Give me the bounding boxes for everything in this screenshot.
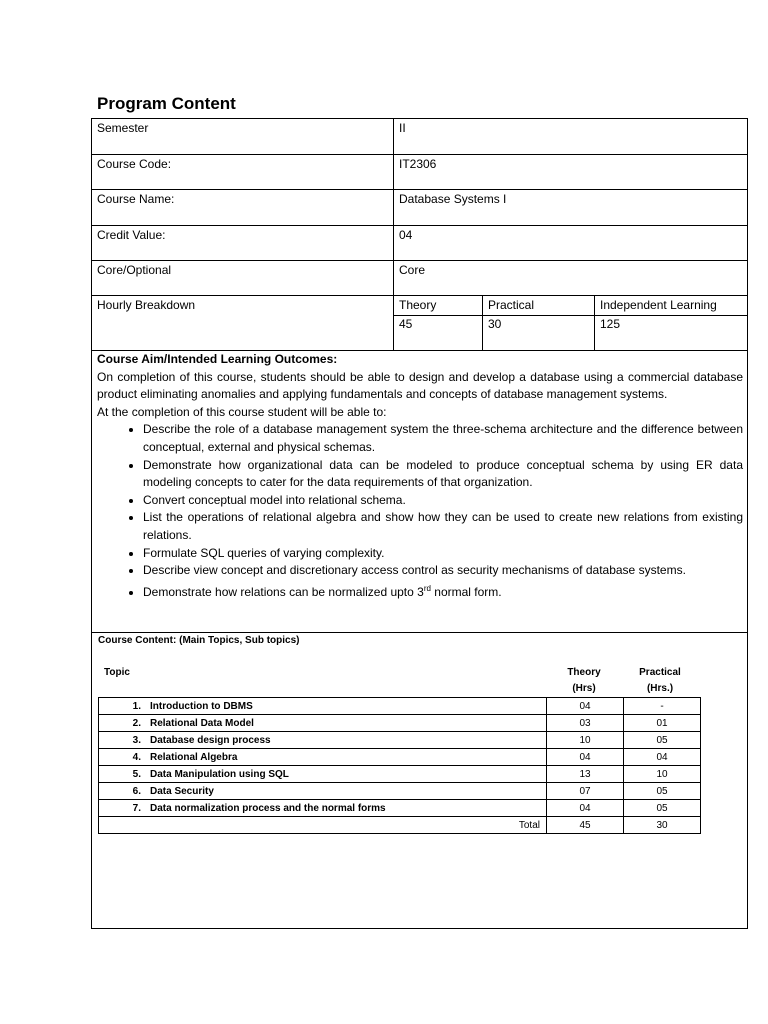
course-aim-intro: On completion of this course, students should be able to design and develop a database using a commercial database product eliminating anomalies and applying fundamentals and concepts of database management systems. (97, 369, 743, 402)
hourly-breakdown-label: Hourly Breakdown (97, 298, 196, 312)
core-optional-label: Core/Optional (97, 263, 172, 277)
topic-number: 6. (132, 785, 141, 797)
theory-cell: 10 (547, 732, 624, 749)
list-item: • Describe view concept and discretionary access control as security mechanisms of database systems. (143, 562, 743, 580)
list-item: • Demonstrate how organizational data can be modeled to produce conceptual schema by using ER data modeling concepts to cater for the data requirements of that organization. (143, 457, 743, 492)
theory-cell: 03 (547, 715, 624, 732)
page-title: Program Content (97, 94, 236, 113)
table-row (99, 732, 701, 749)
theory-cell: 04 (547, 698, 624, 715)
hourly-divider-1 (482, 296, 483, 350)
total-row (99, 817, 701, 834)
theory-hrs-header-line1: Theory (567, 667, 601, 678)
topic-name: Data Manipulation using SQL (150, 768, 289, 780)
hourly-divider-2 (594, 296, 595, 350)
total-label: Total (99, 817, 547, 834)
course-code-value: IT2306 (399, 157, 437, 171)
table-row (99, 715, 701, 732)
program-content-table (91, 118, 748, 929)
list-item: • Describe the role of a database management system the three-schema architecture and the difference between conceptual, external and physical schemas. (143, 421, 743, 456)
independent-learning-hours: 125 (600, 317, 621, 331)
practical-cell: 01 (624, 715, 701, 732)
theory-hrs-header-line2: (Hrs) (572, 683, 596, 694)
credit-value-label: Credit Value: (97, 228, 166, 242)
semester-label: Semester (97, 121, 149, 135)
theory-cell: 07 (547, 783, 624, 800)
topic-number: 5. (132, 768, 141, 780)
course-name-value: Database Systems I (399, 192, 507, 206)
topic-number: 7. (132, 802, 141, 814)
practical-header: Practical (488, 298, 535, 312)
practical-cell: 05 (624, 783, 701, 800)
practical-cell: 04 (624, 749, 701, 766)
topic-name: Relational Data Model (150, 717, 254, 729)
learning-outcomes-list (97, 421, 743, 601)
topic-name: Data Security (150, 785, 214, 797)
theory-header: Theory (399, 298, 437, 312)
theory-hours: 45 (399, 317, 413, 331)
theory-cell: 04 (547, 749, 624, 766)
practical-cell: - (624, 698, 701, 715)
topic-name: Relational Algebra (150, 751, 238, 763)
theory-hrs-header (554, 665, 614, 697)
row-course-name (92, 190, 747, 226)
course-aim-section (97, 351, 743, 601)
independent-learning-header: Independent Learning (600, 298, 717, 312)
topic-column-header: Topic (104, 667, 130, 678)
list-item: • Formulate SQL queries of varying complexity. (143, 545, 743, 563)
course-content-heading: Course Content: (Main Topics, Sub topics) (98, 635, 300, 646)
table-row (99, 766, 701, 783)
course-name-label: Course Name: (97, 192, 175, 206)
course-code-label: Course Code: (97, 157, 172, 171)
practical-cell: 05 (624, 732, 701, 749)
topic-name: Data normalization process and the normal forms (150, 802, 386, 814)
practical-cell: 05 (624, 800, 701, 817)
row-semester (92, 119, 747, 155)
row-core-optional (92, 261, 747, 296)
topic-name: Database design process (150, 734, 271, 746)
topic-name: Introduction to DBMS (150, 700, 253, 712)
topic-number: 4. (132, 751, 141, 763)
row-credit-value (92, 226, 747, 261)
list-item: • Convert conceptual model into relational schema. (143, 492, 743, 510)
list-item-text-end: normal form. (430, 584, 502, 599)
section-divider (92, 632, 747, 633)
credit-value-value: 04 (399, 228, 413, 242)
theory-cell: 04 (547, 800, 624, 817)
practical-hrs-header-line1: Practical (639, 667, 681, 678)
topic-number: 2. (132, 717, 141, 729)
theory-cell: 13 (547, 766, 624, 783)
topic-number: 3. (132, 734, 141, 746)
topics-table (98, 697, 701, 834)
table-row (99, 800, 701, 817)
table-row (99, 749, 701, 766)
topic-number: 1. (132, 700, 141, 712)
ordinal-suffix: rd (423, 583, 431, 593)
list-item (143, 580, 743, 602)
core-optional-value: Core (399, 263, 426, 277)
hourly-subgrid-line (393, 315, 747, 316)
course-aim-lead: At the completion of this course student will be able to: (97, 404, 387, 419)
total-theory: 45 (547, 817, 624, 834)
semester-value: II (399, 121, 406, 135)
course-aim-heading: Course Aim/Intended Learning Outcomes: (97, 352, 338, 366)
row-course-code (92, 155, 747, 190)
practical-cell: 10 (624, 766, 701, 783)
list-item-text: Demonstrate how relations can be normalized upto 3 (143, 584, 424, 599)
practical-hours: 30 (488, 317, 502, 331)
total-practical: 30 (624, 817, 701, 834)
practical-hrs-header (630, 665, 690, 697)
table-row (99, 783, 701, 800)
practical-hrs-header-line2: (Hrs.) (646, 683, 674, 694)
list-item: • List the operations of relational algebra and show how they can be used to create new relations from existing relations. (143, 509, 743, 544)
table-row (99, 698, 701, 715)
